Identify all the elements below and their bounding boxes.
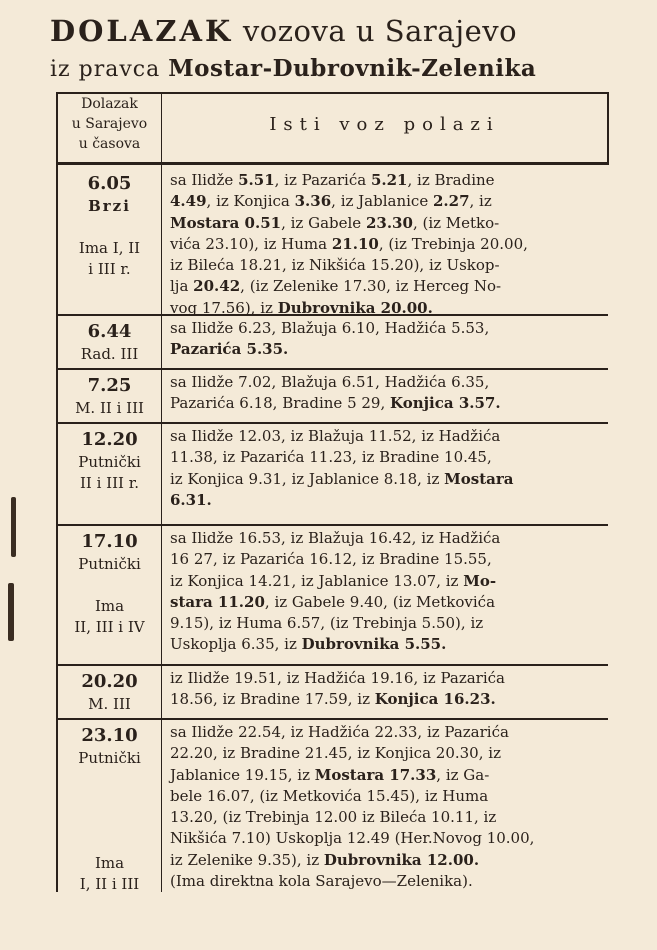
station-times-line: sa Ilidže 5.51, iz Pazarića 5.21, iz Bradine xyxy=(170,171,495,189)
departure-stations-cell xyxy=(170,170,606,319)
arrival-time: 6.05 xyxy=(87,173,132,194)
station-times-line: 13.20, (iz Trebinja 12.00 iz Bileća 10.11, iz xyxy=(170,808,497,827)
station-times-line: sa Ilidže 7.02, Blažuja 6.51, Hadžića 6.35, xyxy=(170,373,490,391)
header-departure-column: Isti voz polazi xyxy=(269,114,500,135)
arrival-time-cell xyxy=(58,374,161,419)
station-times-line: 11.38, iz Pazarića 11.23, iz Bradine 10.45, xyxy=(170,448,492,467)
subtitle-prefix: iz pravca xyxy=(50,57,161,82)
arrival-time: 17.10 xyxy=(81,531,138,552)
departure-stations-cell xyxy=(170,722,606,892)
arrival-time-cell xyxy=(58,530,161,638)
station-times-line: iz Ilidže 19.51, iz Hadžića 19.16, iz Pazarića xyxy=(170,669,505,687)
arrival-time-cell xyxy=(58,320,161,365)
arrival-time: 6.44 xyxy=(87,321,132,342)
train-type-label: M. II i III xyxy=(75,399,144,417)
departure-stations-cell xyxy=(170,668,606,711)
station-times-line: iz Zelenike 9.35), iz Dubrovnika 12.00. xyxy=(170,850,480,869)
station-times-line: iz Bileća 18.21, iz Nikšića 15.20), iz Uskop- xyxy=(170,256,500,275)
station-times-line: stara 11.20, iz Gabele 9.40, (iz Metkovića xyxy=(170,592,496,611)
arrival-time-cell xyxy=(58,172,161,280)
train-type-label xyxy=(58,575,161,596)
station-times-line: iz Konjica 9.31, iz Jablanice 8.18, iz Mostara xyxy=(170,469,514,488)
arrival-time: 12.20 xyxy=(81,429,138,450)
row-separator xyxy=(56,664,608,666)
train-type-label: II, III i IV xyxy=(74,618,145,636)
train-type-label: I, II i III xyxy=(79,875,140,893)
station-times-line: Mostara 0.51, iz Gabele 23.30, (iz Metko- xyxy=(170,213,500,232)
station-times-line: Uskoplja 6.35, iz Dubrovnika 5.55. xyxy=(170,635,447,654)
page-subtitle xyxy=(50,55,630,82)
arrival-time-cell xyxy=(58,428,161,494)
margin-ink-mark xyxy=(8,583,14,641)
train-type-label: Ima I, II xyxy=(78,239,141,257)
header-rule xyxy=(56,162,608,165)
station-times-line: sa Ilidže 6.23, Blažuja 6.10, Hadžića 5.53, xyxy=(170,319,490,337)
table-border-right xyxy=(607,92,609,165)
table-column-divider xyxy=(161,92,162,892)
train-type-label: Ima xyxy=(94,597,125,615)
departure-stations-cell xyxy=(170,372,606,415)
train-type-label xyxy=(58,790,161,811)
subtitle-route: Mostar-Dubrovnik-Zelenika xyxy=(168,55,537,82)
train-type-label: Putnički xyxy=(78,453,141,471)
header-left-line: Dolazak xyxy=(81,96,138,112)
station-times-line: 6.31. xyxy=(170,490,212,509)
train-type-label: II i III r. xyxy=(79,474,140,492)
arrival-time-cell xyxy=(58,670,161,715)
station-times-line: Pazarića 5.35. xyxy=(170,340,289,359)
departure-stations-cell xyxy=(170,528,606,656)
header-left-line: u Sarajevo xyxy=(71,116,148,132)
train-type-label: M. III xyxy=(88,695,131,713)
arrival-time: 23.10 xyxy=(81,725,138,746)
station-times-line: Pazarića 6.18, Bradine 5 29, Konjica 3.57. xyxy=(170,394,501,413)
train-type-label: Brzi xyxy=(88,197,131,215)
station-times-line: 16 27, iz Pazarića 16.12, iz Bradine 15.55, xyxy=(170,550,492,569)
station-times-line: Nikšića 7.10) Uskoplja 12.49 (Her.Novog 10.00, xyxy=(170,829,535,848)
row-separator xyxy=(56,524,608,526)
station-times-line: vića 23.10), iz Huma 21.10, (iz Trebinja 20.00, xyxy=(170,234,528,253)
margin-ink-mark xyxy=(11,497,16,557)
header-left-line: u časova xyxy=(78,136,141,152)
title-word-vozova: vozova u Sarajevo xyxy=(242,14,518,48)
arrival-time-cell xyxy=(58,724,161,895)
arrival-time: 7.25 xyxy=(87,375,132,396)
station-times-line: (Ima direktna kola Sarajevo—Zelenika). xyxy=(170,872,473,891)
train-type-label xyxy=(58,217,161,238)
station-times-line: 18.56, iz Bradine 17.59, iz Konjica 16.23. xyxy=(170,690,496,709)
train-type-label: Putnički xyxy=(78,555,141,573)
station-times-line: vog 17.56), iz Dubrovnika 20.00. xyxy=(170,298,433,317)
station-times-line: 9.15), iz Huma 6.57, (iz Trebinja 5.50), iz xyxy=(170,614,484,633)
train-type-label xyxy=(58,769,161,790)
departure-stations-cell xyxy=(170,426,606,511)
title-word-dolazak: DOLAZAK xyxy=(50,14,234,48)
train-type-label xyxy=(58,811,161,832)
row-separator xyxy=(56,718,608,720)
train-type-label: Rad. III xyxy=(80,345,139,363)
arrivals-table xyxy=(56,92,608,892)
station-times-line: Jablanice 19.15, iz Mostara 17.33, iz Ga- xyxy=(170,765,490,784)
departure-stations-cell xyxy=(170,318,606,361)
train-type-label: i III r. xyxy=(88,260,131,278)
station-times-line: 22.20, iz Bradine 21.45, iz Konjica 20.30, iz xyxy=(170,744,501,763)
row-separator xyxy=(56,422,608,424)
train-type-label xyxy=(58,832,161,853)
station-times-line: sa Ilidže 22.54, iz Hadžića 22.33, iz Pazarića xyxy=(170,723,509,741)
station-times-line: 4.49, iz Konjica 3.36, iz Jablanice 2.27, iz xyxy=(170,192,492,211)
station-times-line: bele 16.07, (iz Metkovića 15.45), iz Huma xyxy=(170,786,489,805)
station-times-line: lja 20.42, (iz Zelenike 17.30, iz Herceg No- xyxy=(170,277,502,296)
station-times-line: sa Ilidže 12.03, iz Blažuja 11.52, iz Hadžića xyxy=(170,427,501,445)
station-times-line: iz Konjica 14.21, iz Jablanice 13.07, iz Mo- xyxy=(170,571,497,590)
page-title xyxy=(50,14,630,48)
arrival-time: 20.20 xyxy=(81,671,138,692)
station-times-line: sa Ilidže 16.53, iz Blažuja 16.42, iz Hadžića xyxy=(170,529,501,547)
header-arrival-column xyxy=(58,94,161,160)
train-type-label: Ima xyxy=(94,854,125,872)
train-type-label: Putnički xyxy=(78,749,141,767)
row-separator xyxy=(56,368,608,370)
